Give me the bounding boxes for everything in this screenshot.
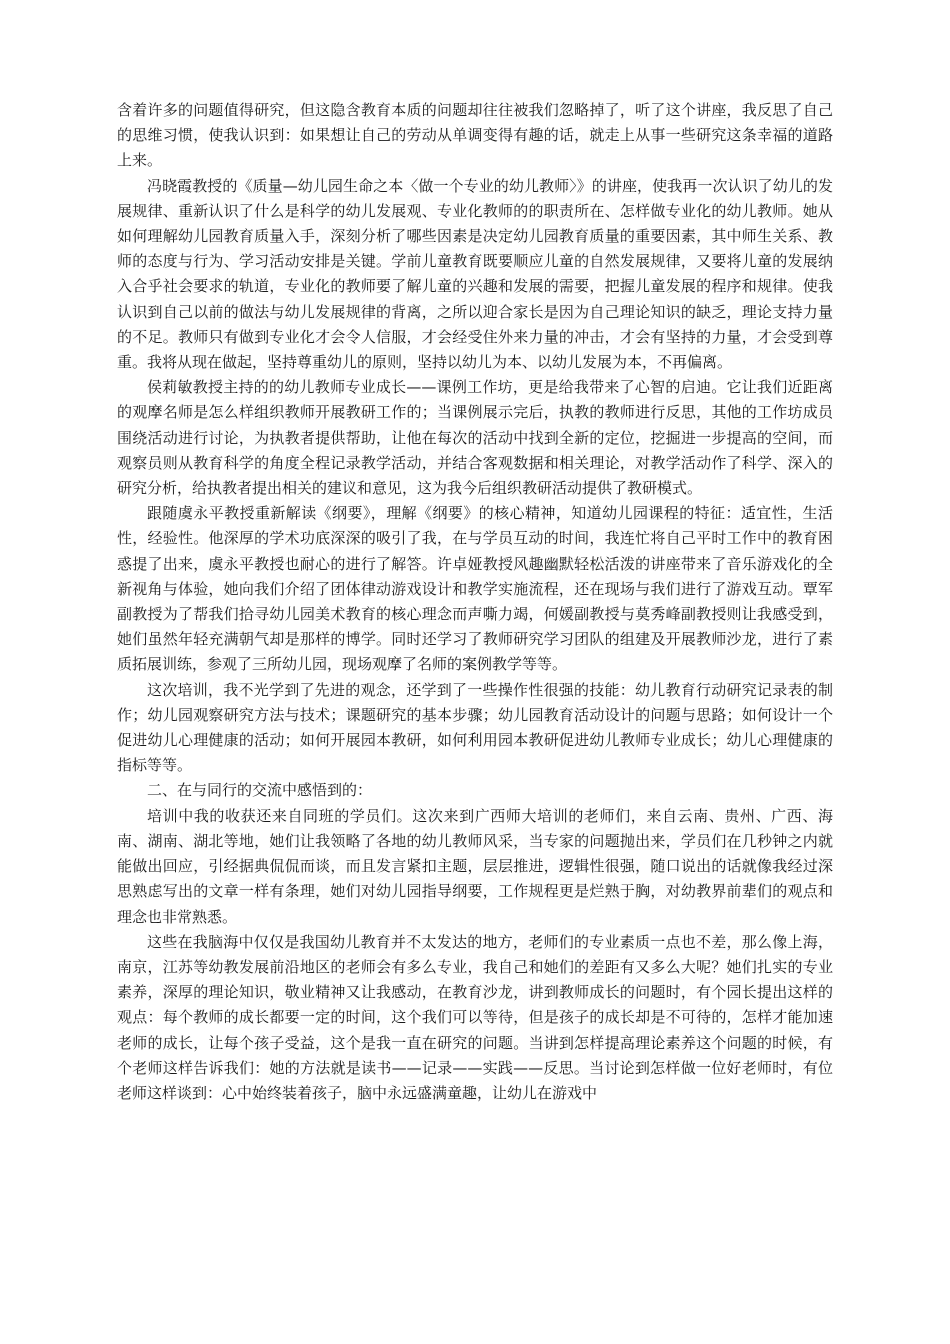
paragraph-1: 含着许多的问题值得研究，但这隐含教育本质的问题却往往被我们忽略掉了，听了这个讲座，我反思了自己的思维习惯，使我认识到：如果想让自己的劳动从单调变得有趣的话，就走上从事一些研究这条幸福的道路上来。 (117, 101, 833, 170)
paragraph-2: 冯晓霞教授的《质量—幼儿园生命之本〈做一个专业的幼儿教师〉》的讲座，使我再一次认识了幼儿的发展规律、重新认识了什么是科学的幼儿发展观、专业化教师的的职责所在、怎样做专业化的幼儿教师。她从如何理解幼儿园教育质量入手，深刻分析了哪些因素是决定幼儿园教育质量的重要因素，其中师生关系、教师的态度与行为、学习活动安排是关键。学前儿童教育既要顺应儿童的自然发展规律，又要将儿童的发展纳入合乎社会要求的轨道，专业化的教师要了解儿童的兴趣和发展的需要，把握儿童发展的程序和规律。使我认识到自己以前的做法与幼儿发展规律的背离，之所以迎合家长是因为自己理论知识的缺乏，理论支持力量的不足。教师只有做到专业化才会令人信服，才会经受住外来力量的冲击，才会有坚持的力量，才会受到尊重。我将从现在做起，坚持尊重幼儿的原则，坚持以幼儿为本、以幼儿发展为本，不再偏离。 (117, 176, 833, 372)
section-heading: 二、在与同行的交流中感悟到的： (147, 781, 373, 800)
paragraph-3: 侯莉敏教授主持的的幼儿教师专业成长——课例工作坊，更是给我带来了心智的启迪。它让我们近距离的观摩名师是怎么样组织教师开展教研工作的；当课例展示完后，执教的教师进行反思，其他的工作坊成员围绕活动进行讨论，为执教者提供帮助，让他在每次的活动中找到全新的定位，挖掘进一步提高的空间，而观察员则从教育科学的角度全程记录教学活动，并结合客观数据和相关理论，对教学活动作了科学、深入的研究分析，给执教者提出相关的建议和意见，这为我今后组织教研活动提供了教研模式。 (117, 378, 833, 498)
paragraph-7: 这些在我脑海中仅仅是我国幼儿教育并不太发达的地方，老师们的专业素质一点也不差，那么像上海，南京，江苏等幼教发展前沿地区的老师会有多么专业，我自己和她们的差距有又多么大呢？她们扎实的专业素养，深厚的理论知识，敬业精神又让我感动，在教育沙龙，讲到教师成长的问题时，有个园长提出这样的观点：每个教师的成长都要一定的时间，这个我们可以等待，但是孩子的成长却是不可待的，怎样才能加速老师的成长，让每个孩子受益，这个是我一直在研究的问题。当讲到怎样提高理论素养这个问题的时候，有个老师这样告诉我们：她的方法就是读书——记录——实践——反思。当讨论到怎样做一位好老师时，有位老师这样谈到：心中始终装着孩子，脑中永远盛满童趣，让幼儿在游戏中 (117, 932, 833, 1102)
paragraph-5: 这次培训，我不光学到了先进的观念，还学到了一些操作性很强的技能：幼儿教育行动研究记录表的制作；幼儿园观察研究方法与技术；课题研究的基本步骤；幼儿园教育活动设计的问题与思路；如何设计一个促进幼儿心理健康的活动；如何开展园本教研，如何利用园本教研促进幼儿教师专业成长；幼儿心理健康的指标等等。 (117, 680, 833, 775)
paragraph-4: 跟随虞永平教授重新解读《纲要》，理解《纲要》的核心精神，知道幼儿园课程的特征：适宜性，生活性，经验性。他深厚的学术功底深深的吸引了我，在与学员互动的时间，我连忙将自己平时工作中的教育困惑提了出来，虞永平教授也耐心的进行了解答。许卓娅教授风趣幽默轻松活泼的讲座带来了音乐游戏化的全新视角与体验，她向我们介绍了团体律动游戏设计和教学实施流程，还在现场与我们进行了游戏互动。覃军副教授为了帮我们拾寻幼儿园美术教育的核心理念而声嘶力竭，何媛副教授与莫秀峰副教授则让我感受到，她们虽然年轻充满朝气却是那样的博学。同时还学习了教师研究学习团队的组建及开展教师沙龙，进行了素质拓展训练，参观了三所幼儿园，现场观摩了名师的案例教学等等。 (117, 504, 833, 674)
document-page (117, 98, 833, 1106)
paragraph-6: 培训中我的收获还来自同班的学员们。这次来到广西师大培训的老师们，来自云南、贵州、广西、海南、湖南、湖北等地，她们让我领略了各地的幼儿教师风采，当专家的问题抛出来，学员们在几秒钟之内就能做出回应，引经据典侃侃而谈，而且发言紧扣主题，层层推进，逻辑性很强，随口说出的话就像我经过深思熟虑写出的文章一样有条理，她们对幼儿园指导纲要，工作规程更是烂熟于胸，对幼教界前辈们的观点和理念也非常熟悉。 (117, 806, 833, 926)
